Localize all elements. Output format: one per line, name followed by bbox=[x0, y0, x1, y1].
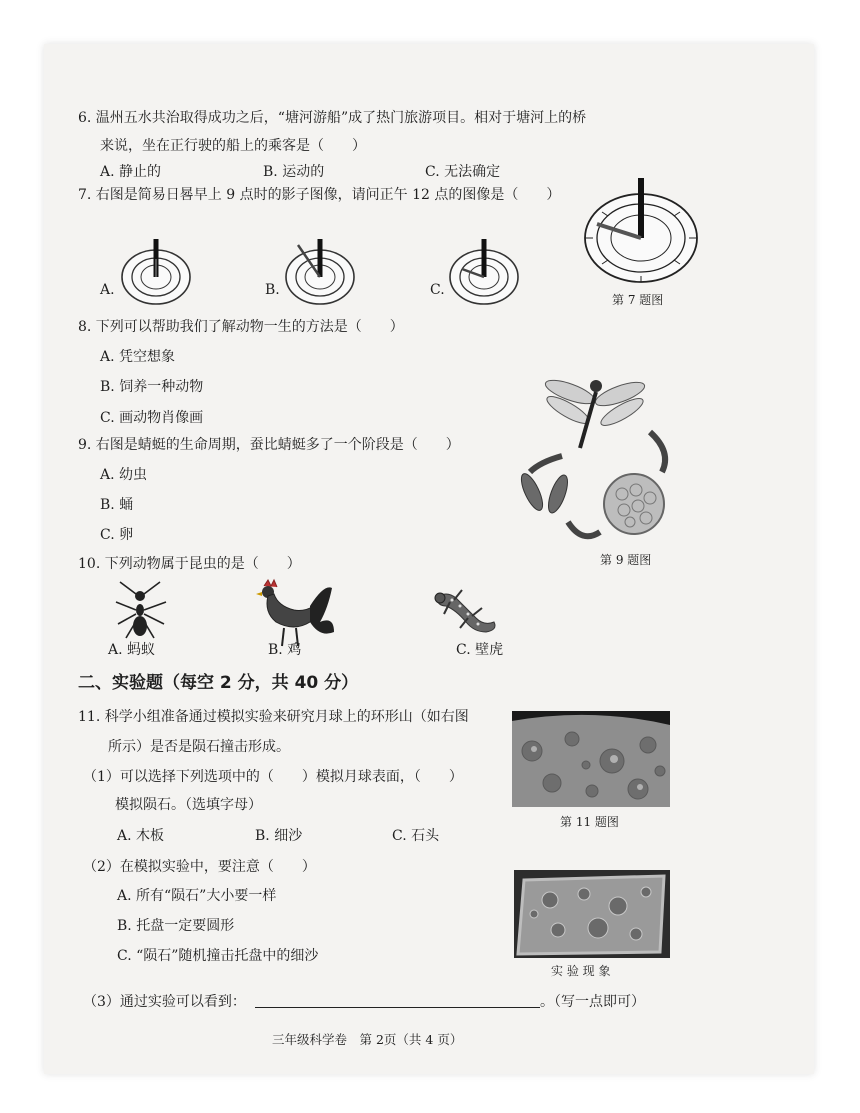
q11-part2-option-c: C. “陨石”随机撞击托盘中的细沙 bbox=[117, 948, 319, 964]
q6-option-c: C. 无法确定 bbox=[425, 164, 501, 180]
q11-part1-option-c: C. 石头 bbox=[392, 828, 440, 844]
q9-option-c: C. 卵 bbox=[100, 527, 134, 543]
q7-option-b: B. bbox=[265, 282, 280, 298]
q8-option-b: B. 饲养一种动物 bbox=[100, 379, 204, 395]
q7-text: 7. 右图是简易日晷早上 9 点时的影子图像，请问正午 12 点的图像是（ ） bbox=[78, 187, 561, 203]
q11-line1: 11. 科学小组准备通过模拟实验来研究月球上的环形山（如右图 bbox=[78, 709, 469, 725]
q6-option-a: A. 静止的 bbox=[100, 164, 162, 180]
q11-part2-text: （2）在模拟实验中，要注意（ ） bbox=[83, 859, 316, 875]
q7-option-a: A. bbox=[100, 282, 115, 298]
q6-option-b: B. 运动的 bbox=[263, 164, 325, 180]
q10-option-a: A. 蚂蚁 bbox=[108, 642, 156, 658]
q10-option-b: B. 鸡 bbox=[268, 642, 302, 658]
sundial-a-image bbox=[120, 237, 192, 309]
q11-figure-caption: 第 11 题图 bbox=[560, 815, 619, 829]
rooster-image bbox=[254, 578, 336, 648]
moon-surface-image bbox=[512, 711, 670, 807]
q11-part1-option-a: A. 木板 bbox=[117, 828, 165, 844]
ant-image bbox=[114, 580, 170, 640]
experiment-result-caption: 实 验 现 象 bbox=[551, 964, 611, 978]
q11-part3-prefix: （3）通过实验可以看到： bbox=[83, 994, 246, 1010]
q11-part2-option-b: B. 托盘一定要圆形 bbox=[117, 918, 235, 934]
q9-figure-caption: 第 9 题图 bbox=[600, 553, 652, 567]
section-2-title: 二、实验题（每空 2 分，共 40 分） bbox=[78, 673, 359, 693]
experiment-result-image bbox=[514, 870, 670, 958]
q11-part3-suffix: 。（写一点即可） bbox=[540, 994, 645, 1010]
dragonfly-nymph-icon bbox=[517, 471, 571, 515]
sundial-c-image bbox=[448, 237, 520, 309]
q8-text: 8. 下列可以帮助我们了解动物一生的方法是（ ） bbox=[78, 319, 404, 335]
q10-option-c: C. 壁虎 bbox=[456, 642, 504, 658]
q9-text: 9. 右图是蜻蜓的生命周期，蚕比蜻蜓多了一个阶段是（ ） bbox=[78, 437, 460, 453]
q7-option-c: C. bbox=[430, 282, 445, 298]
q10-text: 10. 下列动物属于昆虫的是（ ） bbox=[78, 556, 301, 572]
dragonfly-life-cycle-figure bbox=[500, 372, 690, 552]
gecko-image bbox=[428, 578, 500, 640]
q11-part1-line1: （1）可以选择下列选项中的（ ）模拟月球表面，（ ） bbox=[83, 769, 463, 785]
dragonfly-adult-icon bbox=[543, 376, 647, 448]
q11-part2-option-a: A. 所有“陨石”大小要一样 bbox=[117, 888, 277, 904]
sundial-b-image bbox=[284, 237, 356, 309]
q9-option-b: B. 蛹 bbox=[100, 497, 134, 513]
q11-part3-answer-blank[interactable] bbox=[255, 1007, 540, 1008]
q6-line1: 6. 温州五水共治取得成功之后，“塘河游船”成了热门旅游项目。相对于塘河上的桥 bbox=[78, 110, 587, 126]
q7-figure-caption: 第 7 题图 bbox=[612, 293, 664, 307]
page-footer: 三年级科学卷 第 2页（共 4 页） bbox=[272, 1032, 463, 1047]
q8-option-a: A. 凭空想象 bbox=[100, 349, 176, 365]
q11-part1-option-b: B. 细沙 bbox=[255, 828, 303, 844]
q11-part1-line2: 模拟陨石。（选填字母） bbox=[115, 797, 262, 813]
q8-option-c: C. 画动物肖像画 bbox=[100, 410, 204, 426]
q9-option-a: A. 幼虫 bbox=[100, 467, 148, 483]
sundial-figure bbox=[583, 176, 703, 286]
q11-line2: 所示）是否是陨石撞击形成。 bbox=[108, 739, 290, 755]
q6-line2: 来说，坐在正行驶的船上的乘客是（ ） bbox=[100, 138, 366, 154]
